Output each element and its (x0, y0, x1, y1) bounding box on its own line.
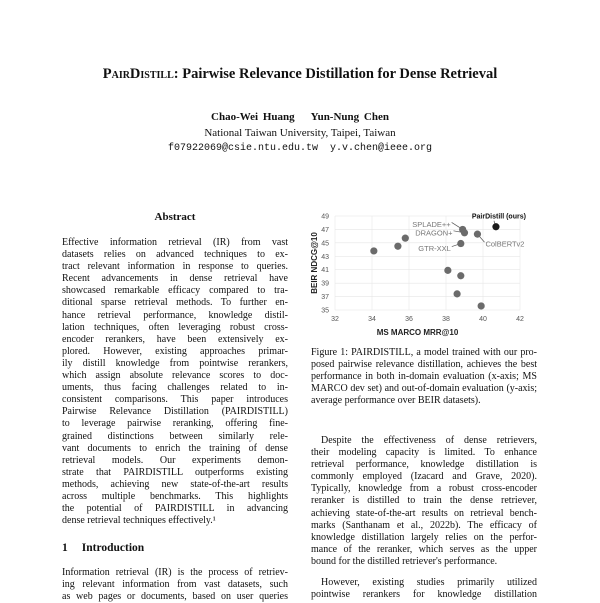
text-line: to leverage pairwise reranking, offering fine- (62, 418, 288, 430)
data-point (370, 247, 377, 254)
y-tick-label: 41 (321, 267, 329, 275)
y-tick-label: 49 (321, 213, 329, 221)
data-point (474, 231, 481, 238)
text-line: Effective information retrieval (IR) from vast (62, 237, 288, 248)
section-title: Introduction (81, 542, 145, 554)
y-tick-label: 39 (321, 280, 329, 288)
x-tick-label: 42 (516, 316, 524, 323)
text-line: Figure 1: PAIRDISTILL, a model trained with our pro- (311, 347, 537, 358)
data-point (444, 267, 451, 274)
text-line: plored. However, existing approaches primar- (62, 345, 288, 357)
text-line: However, existing studies primarily utilized (321, 577, 537, 589)
email: y.v.chen@ieee.org (330, 143, 433, 154)
abstract-body (62, 237, 288, 527)
point-label: GTR-XXL (418, 244, 451, 254)
text-line: datasets relies on advanced techniques to ex- (62, 249, 288, 261)
text-line: strate that PAIRDISTILL outperforms existing (62, 466, 288, 478)
x-tick-label: 34 (368, 316, 376, 323)
y-tick-label: 37 (321, 294, 329, 302)
text-line: retrieval models. Our experiments demon- (62, 454, 288, 466)
point-label: PairDistill (ours) (471, 213, 526, 221)
text-line: grained distinctions between similarly rele- (62, 430, 288, 442)
paper-title (0, 66, 600, 83)
figure-1-scatter-chart (300, 205, 540, 340)
text-line: hance retrieval performance, knowledge distil- (62, 309, 288, 321)
text-line: bound for the distilled retriever's performance. (311, 555, 498, 567)
title-rest: : Pairwise Relevance Distillation for Dense Retrieval (173, 66, 498, 82)
email: f07922069@csie.ntu.edu.tw (167, 143, 318, 154)
affiliation: National Taiwan University, Taipei, Taiwan (204, 127, 396, 139)
figure-caption (311, 347, 537, 407)
text-line: consistent comparisons. This paper introduces (62, 394, 288, 406)
text-line: ily distill knowledge from pointwise rerankers, (62, 357, 288, 369)
text-line: average performance over BEIR datasets). (311, 395, 481, 407)
text-line: Despite the effectiveness of dense retrievers, (321, 435, 537, 446)
text-line: knowledge distillation largely relies on the perfor- (311, 531, 537, 543)
point-label: ColBERTv2 (485, 239, 525, 249)
data-point (457, 272, 464, 279)
x-axis-label: MS MARCO MRR@10 (376, 328, 459, 337)
text-line: posed pairwise relevance distillation, achieves the best (311, 359, 537, 371)
author: Chao-Wei Huang (211, 111, 295, 123)
text-line: marks (Santhanam et al., 2022b). The efficacy of (311, 519, 537, 531)
x-tick-label: 38 (442, 316, 450, 323)
text-line: their modeling capacity is limited. To enhance (311, 447, 537, 459)
y-tick-label: 45 (321, 240, 329, 248)
data-point (478, 302, 485, 309)
text-line: Pairwise Relevance Distillation (PAIRDISTILL) (62, 406, 288, 418)
text-line: performance in both in-domain evaluation (x-axis; MS (311, 371, 537, 383)
data-point (461, 229, 468, 236)
y-tick-label: 43 (321, 253, 329, 261)
text-line: uments, thus facing challenges related to in- (62, 382, 288, 394)
point-label: DRAGON+ (415, 228, 453, 238)
text-line: as web pages or documents, based on user queries (62, 591, 288, 603)
text-line: the potential of PAIRDISTILL in advancing (62, 503, 288, 515)
text-line: vant documents to enrich the training of dense (62, 442, 288, 454)
data-point (402, 235, 409, 242)
text-line: retrieval performance, knowledge distillation is (311, 459, 537, 471)
section-heading-introduction (62, 542, 158, 554)
x-tick-label: 36 (405, 316, 413, 323)
introduction-body (62, 567, 288, 603)
text-line: commonly employed (Izacard and Grave, 2020). (311, 471, 537, 483)
title-system-name: PairDistill (102, 66, 174, 82)
text-line: achieving state-of-the-art results on retrieval bench- (311, 507, 537, 519)
text-line: Typically, knowledge from a robust cross-encoder (311, 483, 537, 495)
text-line: encoder rerankers, have been extensively ex- (62, 333, 288, 345)
text-line: tract relevant information in response to queries. (62, 261, 288, 273)
text-line: ditional sparse retrieval methods. To further en- (62, 297, 288, 309)
y-axis-label: BEIR NDCG@10 (310, 232, 319, 294)
data-point (394, 243, 401, 250)
highlight-data-point (492, 223, 499, 230)
text-line: which assign absolute relevance scores to doc- (62, 370, 288, 382)
text-line: showcased remarkable efficacy compared to tra- (62, 285, 288, 297)
text-line: methods, achieving new state-of-the-art results (62, 478, 288, 490)
point-label: SPLADE++ (412, 219, 451, 229)
text-line: ing relevant information from vast datasets, such (62, 579, 288, 591)
section-number: 1 (62, 542, 68, 554)
text-line: across multiple benchmarks. This highlights (62, 490, 288, 502)
author: Yun-Nung Chen (310, 111, 389, 123)
text-line: lation techniques, often leveraging robust cross- (62, 321, 288, 333)
abstract-heading: Abstract (154, 211, 196, 223)
text-line: reranker is distilled to train the dense retriever, (311, 495, 537, 507)
emails (0, 143, 600, 154)
text-line: mance of the reranker, which serves as the upper (311, 543, 537, 555)
text-line: Recent advancements in dense retrieval have (62, 273, 288, 285)
text-line: dense retrieval techniques effectively.¹ (62, 515, 216, 527)
x-tick-label: 32 (331, 316, 339, 323)
text-line: pointwise rerankers for knowledge distillation (311, 589, 537, 601)
right-column-body (311, 435, 537, 601)
x-tick-label: 40 (479, 316, 487, 323)
text-line: Information retrieval (IR) is the process of retriev- (62, 567, 288, 578)
y-tick-label: 47 (321, 226, 329, 234)
data-point (457, 240, 464, 247)
y-tick-label: 35 (321, 307, 329, 315)
text-line: MARCO dev set) and out-of-domain evaluation (y-axis; (311, 383, 537, 395)
data-point (454, 290, 461, 297)
authors (0, 111, 600, 123)
